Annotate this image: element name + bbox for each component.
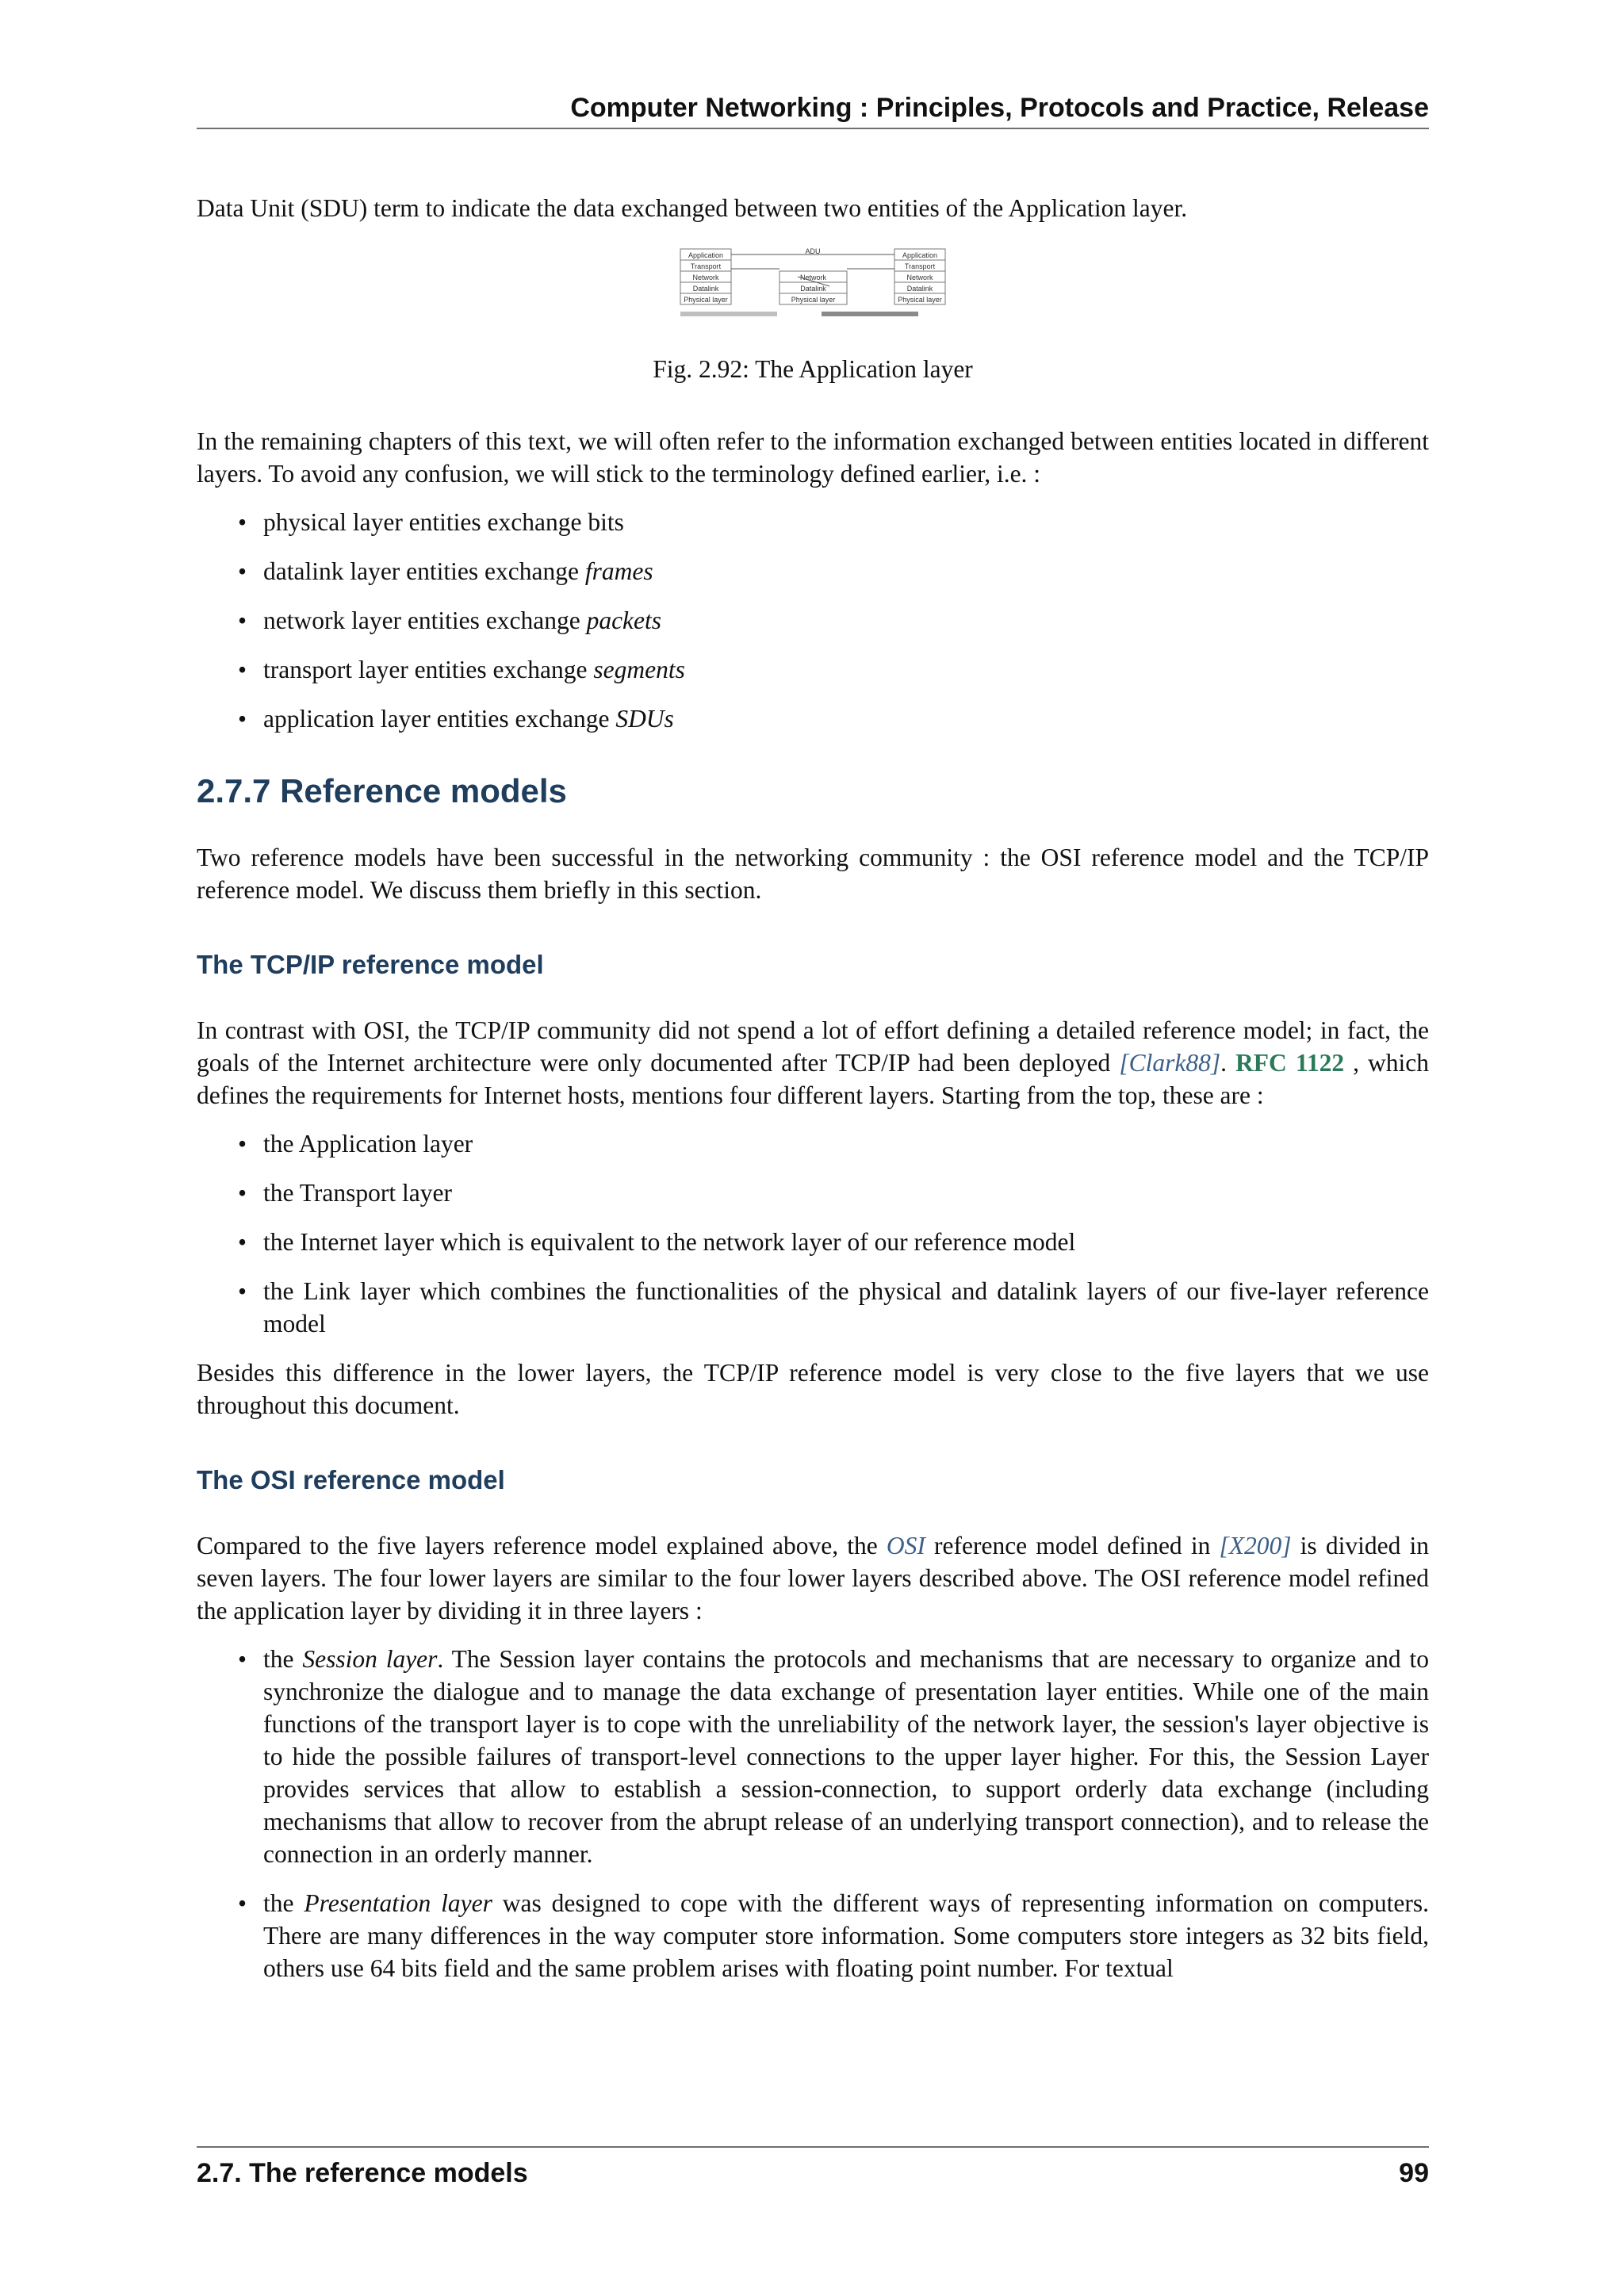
header-rule xyxy=(197,128,1429,129)
terminology-list xyxy=(197,506,1429,735)
page-body xyxy=(197,192,1429,2001)
list-item: • transport layer entities exchange segments xyxy=(263,653,1429,686)
layer-label: Datalink xyxy=(692,285,719,293)
list-item: • network layer entities exchange packets xyxy=(263,604,1429,637)
clark88-citation-link[interactable]: [Clark88] xyxy=(1119,1049,1221,1077)
osi-layers-list xyxy=(197,1643,1429,1984)
osi-glossary-link[interactable]: OSI xyxy=(886,1532,925,1559)
layer-label: Datalink xyxy=(906,285,933,293)
footer-section: 2.7. The reference models xyxy=(197,2158,528,2188)
layer-label: Application xyxy=(688,251,724,259)
middle-layer-stack xyxy=(779,271,847,304)
page-number: 99 xyxy=(1399,2158,1429,2188)
layer-label: Network xyxy=(906,274,933,281)
tcpip-layers-list xyxy=(197,1127,1429,1340)
list-item: • the Internet layer which is equivalent to the network layer of our reference model xyxy=(263,1226,1429,1258)
list-item: • the Application layer xyxy=(263,1127,1429,1160)
rfc1122-link[interactable]: RFC 1122 xyxy=(1235,1049,1345,1077)
tcpip-closing-paragraph: Besides this difference in the lower layers, the TCP/IP reference model is very close to the five layers that we use throughout this document. xyxy=(197,1359,1429,1419)
right-layer-stack xyxy=(894,249,945,304)
tcpip-paragraph: In contrast with OSI, the TCP/IP community did not spend a lot of effort defining a detailed reference model; in fact, the goals of the Internet architecture were only documented after TCP/IP had been deployed [Clark88]. RFC 1122 , which defines the requirements for Internet hosts, mentions four different layers. Starting from the top, these are : xyxy=(197,1016,1430,1109)
list-item: • the Link layer which combines the functionalities of the physical and datalink layers of our five-layer reference model xyxy=(263,1275,1429,1340)
terminology-paragraph: In the remaining chapters of this text, we will often refer to the information exchanged between entities located in different layers. To avoid any confusion, we will stick to the terminology defined earlier, i.e. : xyxy=(197,427,1429,488)
intro-line: Data Unit (SDU) term to indicate the data exchanged between two entities of the Application layer. xyxy=(197,194,1188,222)
list-item: • the Presentation layer was designed to cope with the different ways of representing information on computers. There are many differences in the way computer store information. Some computers store integers as 32 bits field, others use 64 bits field and the same problem arises with floating point number. For textual xyxy=(263,1887,1429,1984)
figure-caption: Fig. 2.92: The Application layer xyxy=(653,355,973,383)
layer-label: Physical layer xyxy=(684,296,728,304)
list-item: • physical layer entities exchange bits xyxy=(263,506,1429,538)
reference-models-paragraph: Two reference models have been successful in the networking community : the OSI reference model and the TCP/IP reference model. We discuss them briefly in this section. xyxy=(197,844,1429,904)
running-footer xyxy=(197,2155,1429,2191)
left-layer-stack xyxy=(680,249,731,304)
left-link-bar xyxy=(680,312,777,316)
list-item: • the Session layer. The Session layer contains the protocols and mechanisms that are necessary to organize and to synchronize the dialogue and to manage the data exchange of presentation layer entities. While one of the main functions of the transport layer is to cope with the unreliability of the network layer, the session's layer objective is to hide the possible failures of transport-level connections to the upper layer higher. For this, the Session Layer provides services that allow to establish a session-connection, to support orderly data exchange (including mechanisms that allow to recover from the abrupt release of an underlying transport connection), and to release the connection in an orderly manner. xyxy=(263,1643,1429,1870)
footer-rule xyxy=(197,2146,1429,2148)
document-page xyxy=(197,0,1429,2296)
right-link-bar xyxy=(822,312,918,316)
layer-label: Application xyxy=(902,251,938,259)
layer-label: Network xyxy=(799,274,827,281)
layer-label: Network xyxy=(692,274,719,281)
list-item: • datalink layer entities exchange frames xyxy=(263,555,1429,587)
application-layer-diagram xyxy=(657,248,971,318)
layer-label: Physical layer xyxy=(898,296,942,304)
running-header: Computer Networking : Principles, Protocols and Practice, Release xyxy=(570,93,1429,123)
figure-application-layer xyxy=(197,248,1429,318)
layer-label: Transport xyxy=(904,262,936,270)
layer-label: Transport xyxy=(690,262,722,270)
section-heading: 2.7.7 Reference models xyxy=(197,772,567,809)
tcpip-heading: The TCP/IP reference model xyxy=(197,950,544,979)
layer-label: Datalink xyxy=(800,285,826,293)
adu-label: ADU xyxy=(805,248,821,255)
layer-label: Physical layer xyxy=(791,296,836,304)
list-item: • application layer entities exchange SDUs xyxy=(263,702,1429,735)
list-item: • the Transport layer xyxy=(263,1177,1429,1209)
x200-citation-link[interactable]: [X200] xyxy=(1219,1532,1292,1559)
osi-paragraph: Compared to the five layers reference model explained above, the OSI reference model defined in [X200] is divided in seven layers. The four lower layers are similar to the four lower layers described above. The OSI reference model refined the application layer by dividing it in three layers : xyxy=(197,1532,1429,1624)
osi-heading: The OSI reference model xyxy=(197,1465,505,1494)
